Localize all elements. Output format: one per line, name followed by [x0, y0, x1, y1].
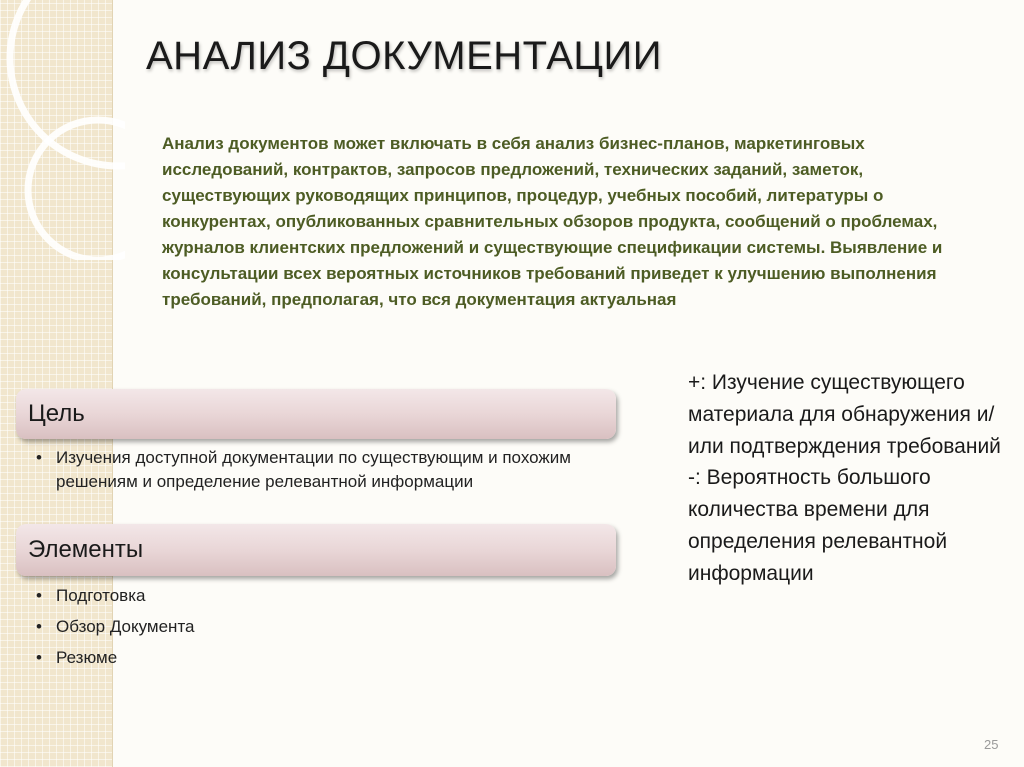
list-item: • Подготовка [36, 580, 195, 611]
elements-list [36, 580, 195, 673]
goal-header [16, 389, 616, 439]
list-item: • Резюме [36, 642, 195, 673]
decorative-ring-small [28, 120, 125, 260]
list-item: • Обзор Документа [36, 611, 195, 642]
page-number: 25 [984, 737, 999, 752]
intro-paragraph: Анализ документов может включать в себя анализ бизнес-планов, маркетинговых исследований, контрактов, запросов предложений, технических заданий, заметок, существующих руководящих принципов, процедур, учебных пособий, литературы о конкурентах, опубликованных сравнительных обзоров продукта, сообщений о проблемах, журналов клиентских предложений и существующие спецификации системы. Выявление и консультации всех вероятных источников требований приведет к улучшению выполнения требований, предполагая, что вся документация актуальная [162, 134, 943, 309]
page-title: АНАЛИЗ ДОКУМЕНТАЦИИ [146, 34, 663, 78]
pros-cons [688, 367, 1018, 590]
goal-list [36, 446, 606, 494]
cons-text: -: Вероятность большого количества времени для определения релевантной информации [688, 466, 948, 585]
decorative-rings [0, 0, 125, 260]
pros-text: +: Изучение существующего материала для обнаружения и/или подтверждения требований [688, 371, 1001, 458]
elements-header [16, 524, 616, 576]
elements-header-label: Элементы [28, 536, 144, 563]
goal-header-label: Цель [28, 400, 85, 427]
list-item: • Изучения доступной документации по существующим и похожим решениям и определение релевантной информации [36, 446, 606, 494]
decorative-ring-large [10, 0, 125, 166]
